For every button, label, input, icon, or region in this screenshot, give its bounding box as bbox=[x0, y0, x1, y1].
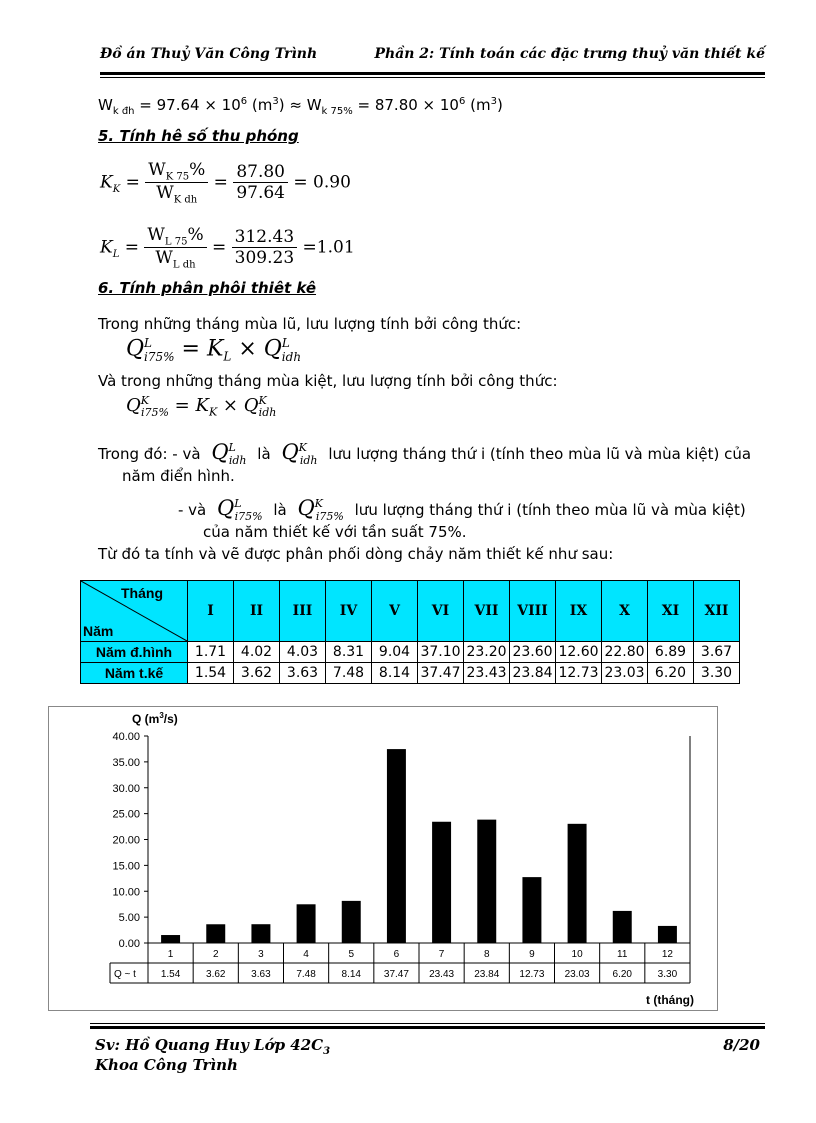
text: =1.01 bbox=[302, 237, 355, 258]
text: % bbox=[189, 160, 206, 180]
text: k đh bbox=[112, 106, 135, 117]
table-cell: 4.02 bbox=[234, 642, 280, 663]
table-cell: 3.63 bbox=[280, 663, 326, 684]
series-label: Q ~ t bbox=[114, 969, 136, 980]
y-tick-label: 0.00 bbox=[118, 938, 140, 950]
bar bbox=[297, 904, 316, 943]
text: = bbox=[213, 172, 228, 193]
y-tick-label: 35.00 bbox=[112, 756, 140, 769]
month-header: XI bbox=[648, 581, 694, 642]
text: 6 bbox=[458, 96, 466, 107]
data-label: 7.48 bbox=[296, 969, 316, 980]
text: = bbox=[125, 172, 140, 193]
text: = 87.80 × 10 bbox=[352, 96, 459, 114]
fraction bbox=[144, 225, 206, 271]
text: 87.80 bbox=[233, 162, 288, 183]
page-header bbox=[100, 46, 765, 68]
table-cell: 23.43 bbox=[464, 663, 510, 684]
data-label: 37.47 bbox=[383, 969, 409, 980]
y-tick-label: 25.00 bbox=[112, 808, 140, 821]
table-cell: 3.30 bbox=[694, 663, 740, 684]
x-tick-label: 12 bbox=[661, 949, 673, 960]
section-5-heading: 5. Tính hê số thu phóng bbox=[98, 127, 299, 145]
text: = 0.90 bbox=[293, 172, 351, 193]
x-tick-label: 4 bbox=[303, 949, 309, 960]
table-cell: 3.62 bbox=[234, 663, 280, 684]
table-row bbox=[81, 663, 740, 684]
text: (m bbox=[465, 96, 491, 114]
header-rule-thin bbox=[100, 77, 765, 78]
text: = 97.64 × 10 bbox=[134, 96, 241, 114]
text: L dh bbox=[172, 259, 196, 271]
x-tick-label: 1 bbox=[167, 949, 174, 960]
text: L 75 bbox=[164, 236, 188, 248]
month-header: XII bbox=[694, 581, 740, 642]
text: L bbox=[112, 248, 120, 260]
fraction bbox=[233, 162, 288, 203]
bar bbox=[522, 877, 541, 943]
text: W bbox=[156, 183, 174, 204]
bar bbox=[432, 822, 451, 943]
bar bbox=[161, 935, 180, 943]
x-tick-label: 6 bbox=[393, 949, 400, 960]
y-tick-label: 40.00 bbox=[112, 731, 140, 743]
text: ) ≈ W bbox=[278, 96, 322, 114]
data-label: 1.54 bbox=[160, 969, 181, 980]
data-label: 23.03 bbox=[564, 969, 590, 980]
paragraph-intro-table: Từ đó ta tính và vẽ được phân phối dòng chảy năm thiết kế như sau: bbox=[98, 545, 614, 563]
text: 309.23 bbox=[234, 248, 295, 269]
y-tick-label: 5.00 bbox=[118, 912, 140, 925]
bar-chart bbox=[48, 706, 718, 1011]
month-header: VI bbox=[418, 581, 464, 642]
text: = bbox=[212, 237, 227, 258]
text: 3 bbox=[490, 96, 497, 107]
table-header-row bbox=[81, 581, 740, 642]
x-tick-label: 7 bbox=[438, 949, 445, 960]
chart-container bbox=[48, 706, 718, 1011]
x-tick-label: 2 bbox=[212, 949, 219, 960]
row-header: Năm đ.hình bbox=[81, 642, 188, 663]
text: 312.43 bbox=[232, 227, 297, 248]
table-cell: 12.60 bbox=[556, 642, 602, 663]
table-cell: 6.20 bbox=[648, 663, 694, 684]
bar bbox=[206, 924, 225, 943]
chart-frame bbox=[49, 707, 718, 1011]
table-cell: 8.14 bbox=[372, 663, 418, 684]
text: (m bbox=[247, 96, 273, 114]
table-cell: 23.84 bbox=[510, 663, 556, 684]
paragraph-dry: Và trong những tháng mùa kiệt, lưu lượng tính bởi công thức: bbox=[98, 372, 558, 390]
month-header: I bbox=[188, 581, 234, 642]
text: K bbox=[100, 237, 113, 258]
header-rule-thick bbox=[100, 72, 765, 75]
paragraph-flood: Trong những tháng mùa lũ, lưu lượng tính bởi công thức: bbox=[98, 315, 522, 333]
table-cell: 37.10 bbox=[418, 642, 464, 663]
x-tick-label: 8 bbox=[483, 949, 490, 960]
table-cell: 22.80 bbox=[602, 642, 648, 663]
bar bbox=[658, 926, 677, 943]
data-label: 23.84 bbox=[474, 969, 500, 980]
text: 3 bbox=[272, 96, 279, 107]
table-cell: 7.48 bbox=[326, 663, 372, 684]
data-label: 3.63 bbox=[251, 969, 271, 980]
y-axis-label: Q $(m^3/s)$ bbox=[132, 711, 178, 726]
table-cell: 37.47 bbox=[418, 663, 464, 684]
footer-rule-thin bbox=[90, 1023, 765, 1024]
data-label: 12.73 bbox=[519, 969, 545, 980]
formula-dry: $Q^K_{i75\%} = K_K \times Q^K_{idh}$ bbox=[126, 394, 277, 419]
footer-department: Khoa Công Trình bbox=[95, 1056, 238, 1074]
formula-flood: $Q^L_{i75\%} = K_L \times Q^L_{idh}$ bbox=[126, 336, 302, 364]
table-cell: 23.60 bbox=[510, 642, 556, 663]
footer-author bbox=[95, 1036, 330, 1057]
y-tick-label: 15.00 bbox=[112, 860, 140, 873]
bar bbox=[613, 911, 632, 943]
row-header: Năm t.kế bbox=[81, 663, 188, 684]
table-cell: 12.73 bbox=[556, 663, 602, 684]
text: 3 bbox=[323, 1046, 331, 1057]
paragraph-where-2: - và $Q^L_{i75\%}$ là $Q^K_{i75\%}$ lưu lượng tháng thứ i (tính theo mùa lũ và mùa kiệt) bbox=[178, 496, 746, 524]
fraction bbox=[145, 160, 208, 206]
bar bbox=[387, 749, 406, 943]
text: W bbox=[155, 248, 173, 269]
data-label: 8.14 bbox=[341, 969, 361, 980]
text: lưu lượng tháng thứ i (tính theo mùa lũ và mùa kiệt) của bbox=[328, 445, 752, 463]
x-tick-label: 10 bbox=[571, 949, 583, 960]
bar bbox=[568, 824, 587, 943]
paragraph-where-1: Trong đó: - và $Q^L_{idh}$ là $Q^K_{idh}$ lưu lượng tháng thứ i (tính theo mùa lũ và mùa kiệt) của bbox=[98, 440, 752, 468]
text: K bbox=[112, 183, 121, 195]
x-axis-label: t (tháng) bbox=[646, 993, 694, 1007]
text: ) bbox=[496, 96, 503, 114]
header-right: Phần 2: Tính toán các đặc trưng thuỷ văn thiết kế bbox=[374, 46, 765, 62]
distribution-table bbox=[80, 580, 740, 684]
table-row bbox=[81, 642, 740, 663]
month-header: X bbox=[602, 581, 648, 642]
text: K 75 bbox=[165, 171, 190, 183]
table-cell: 23.03 bbox=[602, 663, 648, 684]
table-cell: 6.89 bbox=[648, 642, 694, 663]
paragraph-where-2b: của năm thiết kế với tần suất 75%. bbox=[203, 523, 467, 541]
month-header: IV bbox=[326, 581, 372, 642]
text: 97.64 bbox=[236, 183, 285, 204]
bar bbox=[251, 924, 270, 943]
data-label: 6.20 bbox=[612, 969, 632, 980]
month-header: V bbox=[372, 581, 418, 642]
text: K dh bbox=[173, 194, 198, 206]
equation-kk bbox=[100, 160, 351, 206]
text: W bbox=[147, 225, 165, 245]
data-label: 3.30 bbox=[657, 969, 678, 980]
footer-rule-thick bbox=[90, 1026, 765, 1029]
month-header: VII bbox=[464, 581, 510, 642]
y-tick-label: 10.00 bbox=[112, 886, 140, 899]
x-tick-label: 9 bbox=[529, 949, 535, 960]
text: là bbox=[273, 501, 287, 519]
equation-kl bbox=[100, 225, 355, 271]
bar bbox=[477, 820, 496, 943]
month-header: II bbox=[234, 581, 280, 642]
table-cell: 23.20 bbox=[464, 642, 510, 663]
table-cell: 3.67 bbox=[694, 642, 740, 663]
paragraph-where-1b: năm điển hình. bbox=[122, 467, 235, 485]
text: Trong đó: - và bbox=[98, 445, 201, 463]
table-cell: 4.03 bbox=[280, 642, 326, 663]
text: Sv: Hồ Quang Huy Lớp 42C bbox=[95, 1036, 324, 1054]
text: - và bbox=[178, 501, 207, 519]
x-tick-label: 11 bbox=[617, 949, 628, 960]
volume-line bbox=[98, 96, 503, 117]
section-6-heading: 6. Tính phân phôi thiêt kê bbox=[98, 279, 317, 297]
text: % bbox=[187, 225, 204, 245]
data-label: 3.62 bbox=[206, 969, 226, 980]
x-tick-label: 5 bbox=[348, 949, 355, 960]
month-header: IX bbox=[556, 581, 602, 642]
month-header: III bbox=[280, 581, 326, 642]
text: W bbox=[148, 160, 166, 180]
y-tick-label: 30.00 bbox=[112, 782, 140, 795]
text: k 75% bbox=[321, 106, 353, 117]
table-cell: 1.54 bbox=[188, 663, 234, 684]
text: là bbox=[257, 445, 271, 463]
x-tick-label: 3 bbox=[258, 949, 264, 960]
fraction bbox=[232, 227, 297, 268]
table-corner-cell bbox=[81, 581, 188, 642]
text: Năm bbox=[83, 623, 114, 639]
header-left: Đồ án Thuỷ Văn Công Trình bbox=[100, 46, 318, 62]
data-label: 23.43 bbox=[429, 969, 455, 980]
text: K bbox=[100, 172, 113, 193]
text: Tháng bbox=[121, 585, 163, 601]
footer-page-number: 8/20 bbox=[723, 1036, 760, 1054]
text: = bbox=[124, 237, 139, 258]
month-header: VIII bbox=[510, 581, 556, 642]
text: W bbox=[98, 96, 113, 114]
bar bbox=[342, 901, 361, 943]
text: lưu lượng tháng thứ i (tính theo mùa lũ và mùa kiệt) bbox=[354, 501, 746, 519]
table-cell: 8.31 bbox=[326, 642, 372, 663]
table-cell: 9.04 bbox=[372, 642, 418, 663]
text: 6 bbox=[240, 96, 248, 107]
table-cell: 1.71 bbox=[188, 642, 234, 663]
y-tick-label: 20.00 bbox=[112, 834, 140, 847]
